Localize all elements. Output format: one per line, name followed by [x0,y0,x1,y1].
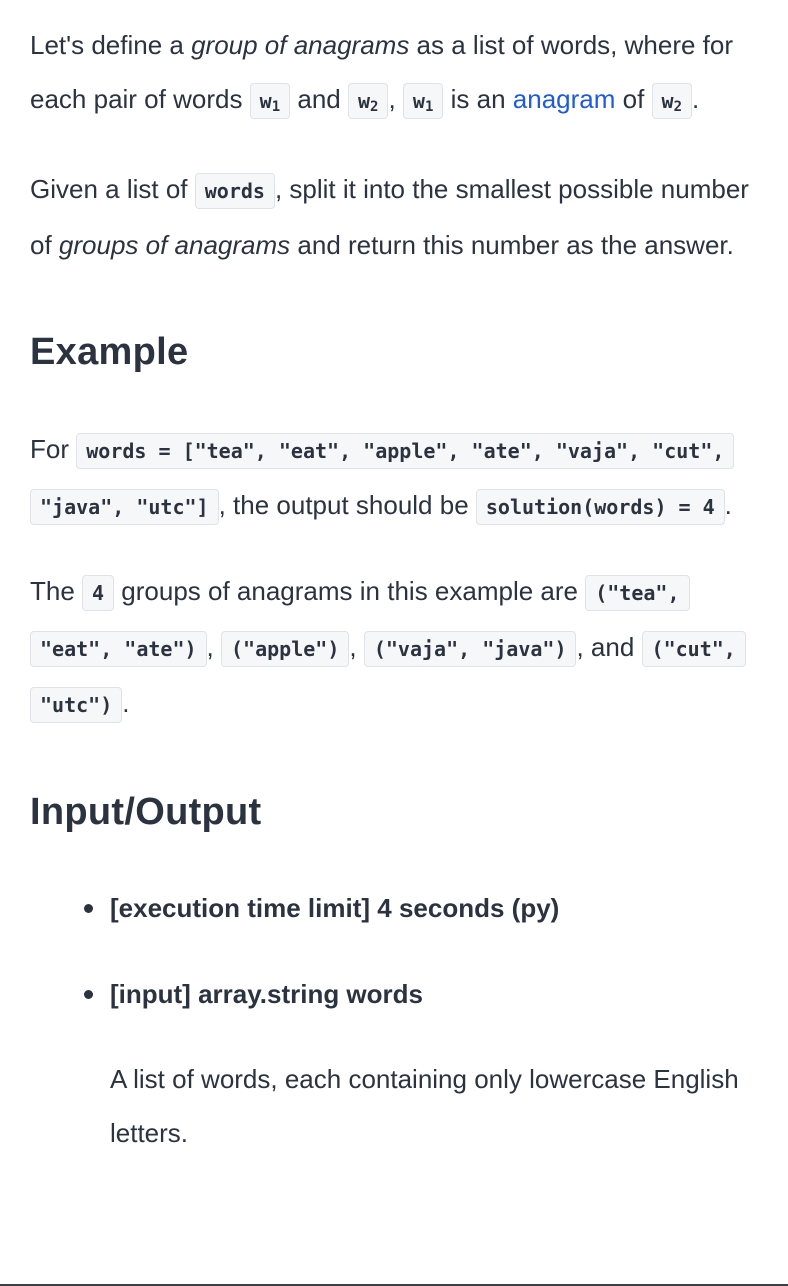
example-paragraph [30,422,758,534]
task-paragraph [30,162,758,272]
problem-statement [30,18,758,1160]
text: . [122,688,130,718]
text: The [30,576,83,606]
text: and [290,84,348,114]
code-words-input: words = ["tea", "eat", "apple", "ate", "vaja", "cut", "java", "utc"] [30,433,734,525]
input-description: A list of words, each containing only lowercase English letters. [110,1064,739,1148]
text: , [388,84,403,114]
code-solution: solution(words) = 4 [476,489,725,525]
code-group: ("apple") [221,631,349,667]
text: . [724,490,732,520]
code-words: words [195,173,275,209]
code-w2: $w_2$ [348,83,388,119]
code-w2: $w_2$ [652,83,692,119]
example-heading: Example [30,331,189,373]
io-label: [execution time limit] 4 seconds (py) [110,893,560,923]
io-list [30,888,758,1014]
text: For [30,434,77,464]
code-group: ("tea", "eat", "ate") [30,575,690,667]
list-item [80,974,758,1014]
text: , [206,632,221,662]
text: and return this number as the answer. [290,230,734,260]
text: of [615,84,652,114]
text: . [692,84,700,114]
code-w1: $w_1$ [250,83,290,119]
text: , split it into the smallest possible number of [30,174,749,260]
text: as a list of words, where for each pair of words [30,30,734,114]
intro-paragraph [30,18,758,128]
input-output-heading: Input/Output [30,791,262,833]
code-w1: $w_1$ [403,83,443,119]
list-item [80,888,758,928]
text: , [349,632,364,662]
anagram-link[interactable]: anagram [512,84,616,114]
text: groups of anagrams in this example are [114,576,586,606]
code-group: ("cut", "utc") [30,631,746,723]
groups-paragraph [30,564,758,732]
text: Given a list of [30,174,195,204]
emphasis: group of anagrams [191,30,410,60]
text: Let's define a [30,30,192,60]
emphasis: groups of anagrams [58,230,291,260]
code-count: 4 [82,575,114,611]
text: , the output should be [218,490,476,520]
io-label: [input] array.string words [110,979,423,1009]
text: , and [576,632,642,662]
text: is an [443,84,513,114]
code-group: ("vaja", "java") [364,631,577,667]
